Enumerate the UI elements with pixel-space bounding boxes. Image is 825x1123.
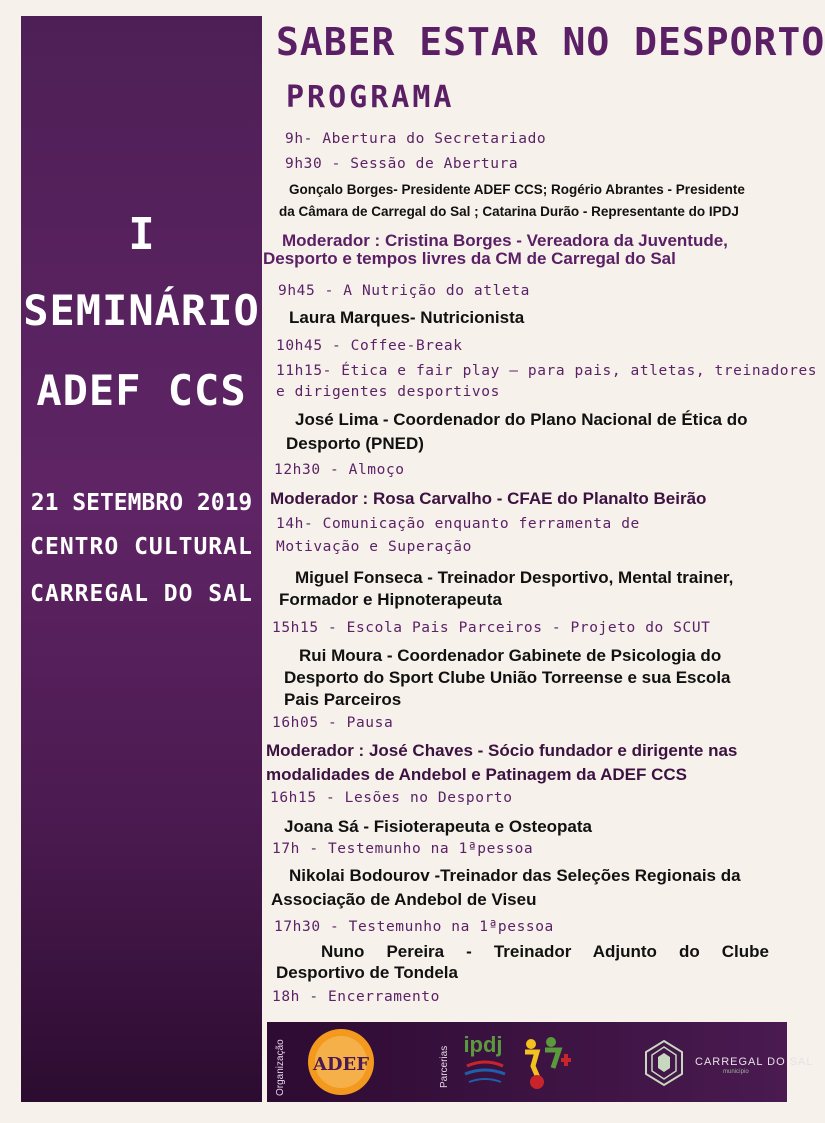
speaker-line: Nuno Pereira - Treinador Adjunto do Clube [321,942,769,961]
event-date: 21 SETEMBRO 2019 [30,490,253,516]
program-item-time: 11h15- Ética e fair play – para pais, atletas, treinadores [276,363,818,379]
program-item-time: e dirigentes desportivos [276,384,500,400]
moderator-line: Moderador : José Chaves - Sócio fundador e dirigente nas [266,741,738,760]
program-item-time: 14h- Comunicação enquanto ferramenta de [276,516,640,532]
speaker-line: Associação de Andebol de Viseu [271,890,537,909]
carregal-do-sal-wordmark: CARREGAL DO SAL [695,1056,814,1068]
moderator-line: modalidades de Andebol e Patinagem da ADEF CCS [266,765,687,784]
program-item-time: 17h - Testemunho na 1ªpessoa [272,841,534,857]
speaker-line: da Câmara de Carregal do Sal ; Catarina Durão - Representante do IPDJ [279,204,739,219]
ipdj-logo [459,1028,511,1092]
organizer-name: ADEF CCS [36,366,247,415]
speaker-line: Desportivo de Tondela [276,963,458,982]
program-heading: PROGRAMA [286,80,455,115]
program-item-time: 12h30 - Almoço [274,462,405,478]
moderator-line: Moderador : Cristina Borges - Vereadora da Juventude, [282,231,728,250]
carregal-do-sal-logo [639,1038,689,1088]
partners-label: Parcerias [439,1045,450,1088]
speaker-line: Desporto do Sport Clube União Torreense e sua Escola [284,668,731,687]
program-item-time: 9h- Abertura do Secretariado [285,131,547,147]
moderator-line: Moderador : Rosa Carvalho - CFAE do Planalto Beirão [270,489,707,508]
speaker-line: Formador e Hipnoterapeuta [279,590,502,609]
program-item-time: 9h30 - Sessão de Abertura [285,156,519,172]
program-item-time: 17h30 - Testemunho na 1ªpessoa [274,919,554,935]
program-item-time: 16h05 - Pausa [272,715,394,731]
page-title: SABER ESTAR NO DESPORTO [276,20,825,64]
program-item-time: 16h15 - Lesões no Desporto [270,790,513,806]
title-sidebar [21,16,262,1102]
program-item-time: 10h45 - Coffee-Break [276,338,463,354]
speaker-line: Desporto (PNED) [286,434,424,453]
venue-line-2: CARREGAL DO SAL [30,581,253,607]
speaker-line: Pais Parceiros [284,690,402,709]
speaker-line: Nikolai Bodourov -Treinador das Seleções Regionais da [289,866,741,885]
adef-logo-text: ADEF [312,1054,370,1075]
venue-line-1: CENTRO CULTURAL [30,534,253,560]
speaker-line: José Lima - Coordenador do Plano Nacional de Ética do [295,410,748,429]
program-item-time: 18h - Encerramento [272,989,440,1005]
speaker-line: Laura Marques- Nutricionista [289,308,525,327]
moderator-line: Desporto e tempos livres da CM de Carregal do Sal [263,249,676,268]
ipdj-logo-text: ipdj [463,1032,503,1057]
partner-figures-logo [517,1032,579,1092]
speaker-line: Rui Moura - Coordenador Gabinete de Psicologia do [299,646,722,665]
seminar-label: SEMINÁRIO [23,286,260,335]
organization-label: Organização [275,1039,286,1096]
program-item-time: 15h15 - Escola Pais Parceiros - Projeto do SCUT [272,620,711,636]
municipio-label: município [723,1069,749,1075]
footer-logos [267,1022,814,1102]
speaker-line: Joana Sá - Fisioterapeuta e Osteopata [284,817,592,836]
speaker-line: Miguel Fonseca - Treinador Desportivo, Mental trainer, [295,568,734,587]
program-item-time: 9h45 - A Nutrição do atleta [278,283,530,299]
seminar-number: I [128,209,155,260]
adef-logo [307,1028,375,1096]
program-item-time: Motivação e Superação [276,539,472,555]
speaker-line: Gonçalo Borges- Presidente ADEF CCS; Rogério Abrantes - Presidente [289,182,745,197]
